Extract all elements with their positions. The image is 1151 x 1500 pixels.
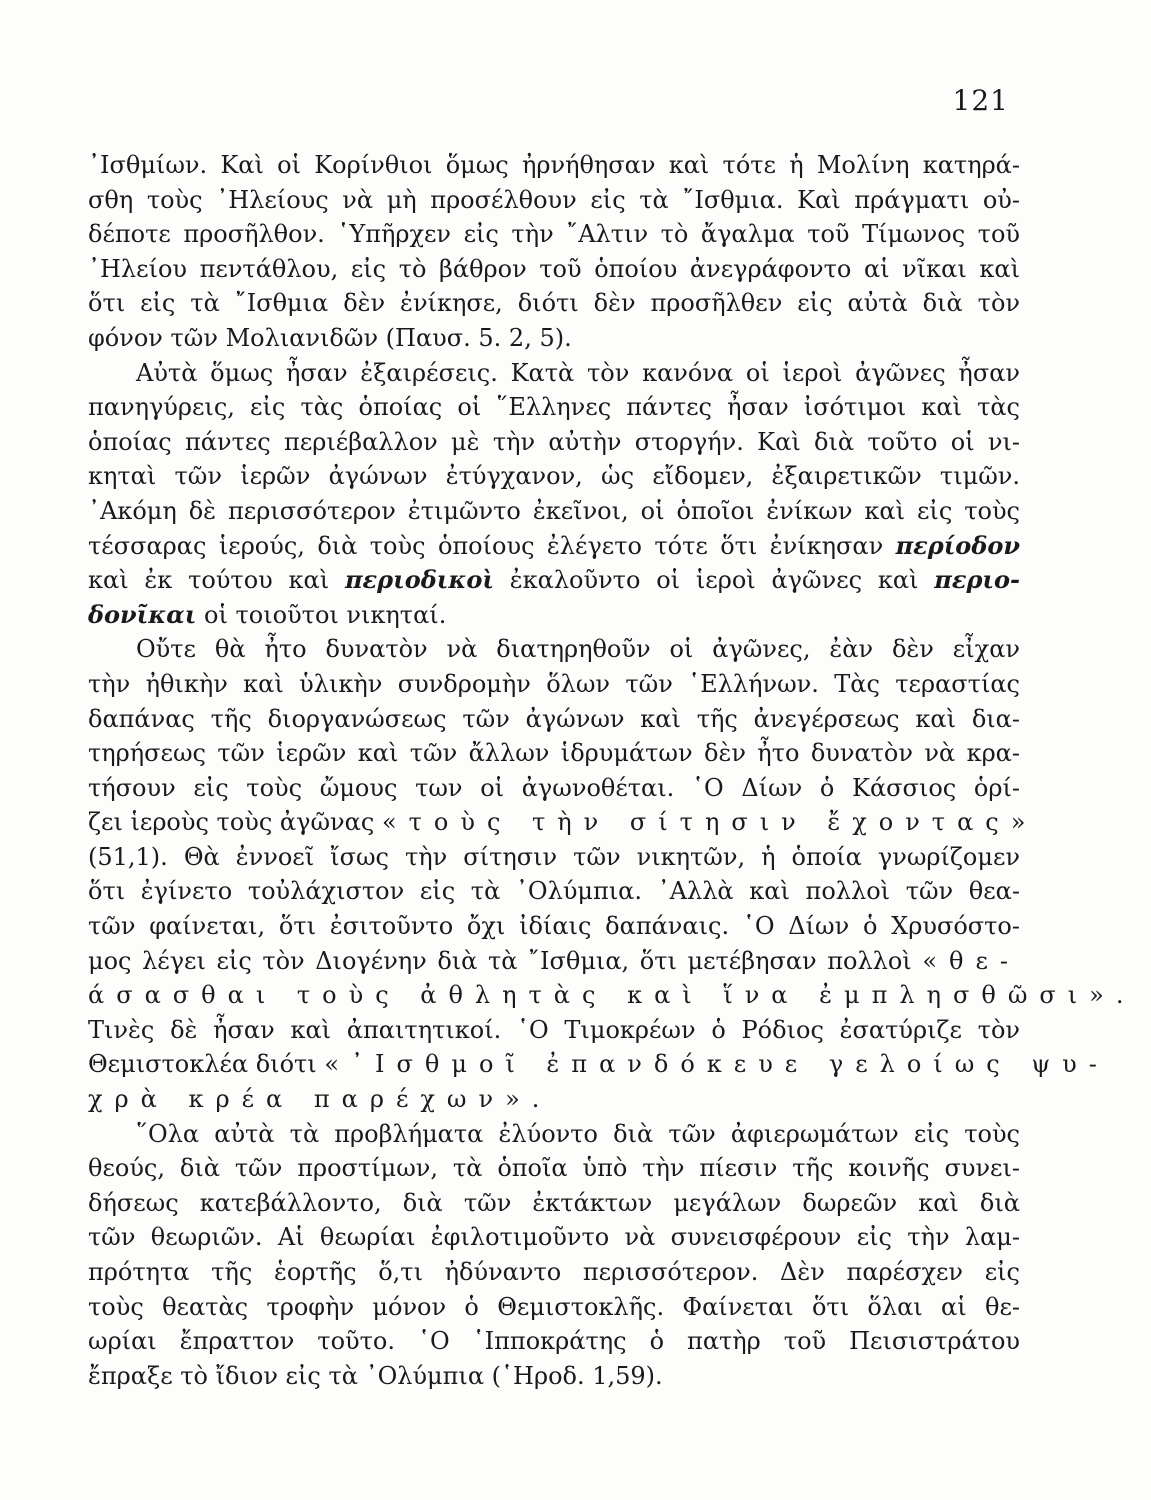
text-segment: ζει ἱεροὺς τοὺς ἀγῶνας — [88, 808, 375, 837]
paragraph-2 — [88, 356, 1020, 633]
text-line: τὴν ἠθικὴν καὶ ὑλικὴν συνδρομὴν ὅλων τῶν ῾Ελλήνων. Τὰς τεραστίας — [88, 669, 1020, 698]
page-number: 121 — [952, 84, 1009, 117]
text-line: τηρήσεως τῶν ἱερῶν καὶ τῶν ἄλλων ἱδρυμάτων δὲν ἦτο δυνατὸν νὰ κρα- — [88, 739, 1020, 768]
text-line: ὅτι εἰς τὰ ῎Ισθμια δὲν ἐνίκησε, διότι δὲν προσῆλθεν εἰς αὐτὰ διὰ τὸν — [88, 289, 1020, 318]
text-line: σθη τοὺς ᾿Ηλείους νὰ μὴ προσέλθουν εἰς τὰ ῎Ισθμια. Καὶ πράγματι οὐ- — [88, 185, 1020, 214]
text-line: Αὐτὰ ὅμως ἦσαν ἐξαιρέσεις. Κατὰ τὸν κανόνα οἱ ἱεροὶ ἀγῶνες ἦσαν — [136, 358, 1020, 387]
text-segment: ἐκαλοῦντο οἱ ἱεροὶ ἀγῶνες καὶ — [509, 566, 919, 595]
text-line-mixed — [88, 598, 1020, 633]
text-line: τῶν θεωριῶν. Αἱ θεωρίαι ἐφιλοτιμοῦντο νὰ συνεισφέρουν εἰς τὴν λαμ- — [88, 1223, 1020, 1252]
text-line: ὁποίας πάντες περιέβαλλον μὲ τὴν αὐτὴν στοργήν. Καὶ διὰ τοῦτο οἱ νι- — [88, 427, 1020, 456]
text-line: δήσεως κατεβάλλοντο, διὰ τῶν ἐκτάκτων μεγάλων δωρεῶν καὶ διὰ — [88, 1188, 1020, 1217]
text-line: ᾿Ηλείου πεντάθλου, εἰς τὸ βάθρον τοῦ ὁποίου ἀνεγράφοντο αἱ νῖκαι καὶ — [88, 254, 1020, 283]
text-line: κηταὶ τῶν ἱερῶν ἀγώνων ἐτύγχανον, ὡς εἴδομεν, ἐξαιρετικῶν τιμῶν. — [88, 462, 1020, 491]
bold-term-periodikoi: περιοδικοὶ — [344, 565, 494, 595]
text-line-mixed — [88, 944, 1020, 979]
paragraph-3 — [88, 632, 1136, 1116]
text-line: Τινὲς δὲ ἦσαν καὶ ἀπαιτητικοί. ῾Ο Τιμοκρέων ὁ Ρόδιος ἐσατύριζε τὸν — [88, 1015, 1020, 1044]
paragraph-4 — [88, 1117, 1020, 1394]
text-segment: τέσσαρας ἱερούς, διὰ τοὺς ὁποίους ἐλέγετο τότε ὅτι ἐνίκησαν — [88, 531, 884, 560]
text-segment: οἱ τοιοῦτοι νικηταί. — [204, 600, 447, 629]
text-line: δαπάνας τῆς διοργανώσεως τῶν ἀγώνων καὶ τῆς ἀνεγέρσεως καὶ δια- — [88, 704, 1020, 733]
text-segment: καὶ ἐκ τούτου καὶ — [88, 566, 330, 595]
text-line: (51,1). Θὰ ἐννοεῖ ἴσως τὴν σίτησιν τῶν νικητῶν, ἡ ὁποία γνωρίζομεν — [88, 842, 1020, 871]
text-line-mixed — [88, 563, 1020, 598]
text-line: πανηγύρεις, εἰς τὰς ὁποίας οἱ ῞Ελληνες πάντες ἦσαν ἰσότιμοι καὶ τὰς — [88, 393, 1020, 422]
text-line-mixed — [88, 805, 1038, 840]
bold-term-donikai: δονῖκαι — [88, 599, 197, 629]
text-line: τήσουν εἰς τοὺς ὤμους των οἱ ἀγωνοθέται. ῾Ο Δίων ὁ Κάσσιος ὁρί- — [88, 773, 1020, 802]
quote-spaced: «τοὺς τὴν σίτησιν ἔχοντας» — [381, 808, 1038, 837]
quote-spaced: «᾿Ισθμοῖ ἐπανδόκευε γελοίως ψυ- — [324, 1050, 1109, 1079]
bold-term-periodon: περίοδον — [895, 530, 1020, 560]
text-line: ὅτι ἐγίνετο τοὐλάχιστον εἰς τὰ ᾿Ολύμπια. ᾿Αλλὰ καὶ πολλοὶ τῶν θεα- — [88, 877, 1020, 906]
text-line: ᾿Ακόμη δὲ περισσότερον ἐτιμῶντο ἐκεῖνοι, οἱ ὁποῖοι ἐνίκων καὶ εἰς τοὺς — [88, 496, 1020, 525]
paragraph-1 — [88, 148, 1020, 356]
text-line: ᾿Ισθμίων. Καὶ οἱ Κορίνθιοι ὅμως ἠρνήθησαν καὶ τότε ἡ Μολίνη κατηρά- — [88, 151, 1020, 179]
text-line: θεούς, διὰ τῶν προστίμων, τὰ ὁποῖα ὑπὸ τὴν πίεσιν τῆς κοινῆς συνει- — [88, 1154, 1020, 1183]
text-segment: Θεμιστοκλέα διότι — [88, 1050, 317, 1079]
quote-spaced-line: χρὰ κρέα παρέχων». — [88, 1085, 552, 1114]
quote-spaced: «θε- — [922, 946, 1020, 975]
text-line: ἔπραξε τὸ ἴδιον εἰς τὰ ᾿Ολύμπια (῾Ηροδ. 1,59). — [88, 1361, 663, 1390]
text-line: πρότητα τῆς ἑορτῆς ὅ,τι ἠδύναντο περισσότερον. Δὲν παρέσχεν εἰς — [88, 1258, 1020, 1286]
text-line-mixed — [88, 529, 1020, 564]
bold-term-perio: περιο- — [934, 565, 1020, 595]
quote-spaced-line: άσασθαι τοὺς ἀθλητὰς καὶ ἵνα ἐμπλησθῶσι». — [88, 981, 1136, 1010]
text-line: τῶν φαίνεται, ὅτι ἐσιτοῦντο ὄχι ἰδίαις δαπάναις. ῾Ο Δίων ὁ Χρυσόστο- — [88, 912, 1020, 941]
text-line: Οὔτε θὰ ἦτο δυνατὸν νὰ διατηρηθοῦν οἱ ἀγῶνες, ἐὰν δὲν εἶχαν — [136, 635, 1020, 664]
body-text — [88, 148, 1136, 1393]
text-line: ωρίαι ἔπραττον τοῦτο. ῾Ο ῾Ιπποκράτης ὁ πατὴρ τοῦ Πεισιστράτου — [88, 1327, 1020, 1356]
text-line: τοὺς θεατὰς τροφὴν μόνον ὁ Θεμιστοκλῆς. Φαίνεται ὅτι ὅλαι αἱ θε- — [88, 1292, 1020, 1321]
text-line: δέποτε προσῆλθον. ῾Υπῆρχεν εἰς τὴν ῎Αλτιν τὸ ἄγαλμα τοῦ Τίμωνος τοῦ — [88, 220, 1020, 249]
text-line: ῞Ολα αὐτὰ τὰ προβλήματα ἐλύοντο διὰ τῶν ἀφιερωμάτων εἰς τοὺς — [136, 1119, 1020, 1148]
text-line-mixed — [88, 1047, 1109, 1082]
text-segment: μος λέγει εἰς τὸν Διογένην διὰ τὰ ῎Ισθμια, ὅτι μετέβησαν πολλοὶ — [88, 946, 912, 975]
text-line: φόνον τῶν Μολιανιδῶν (Παυσ. 5. 2, 5). — [88, 323, 572, 352]
